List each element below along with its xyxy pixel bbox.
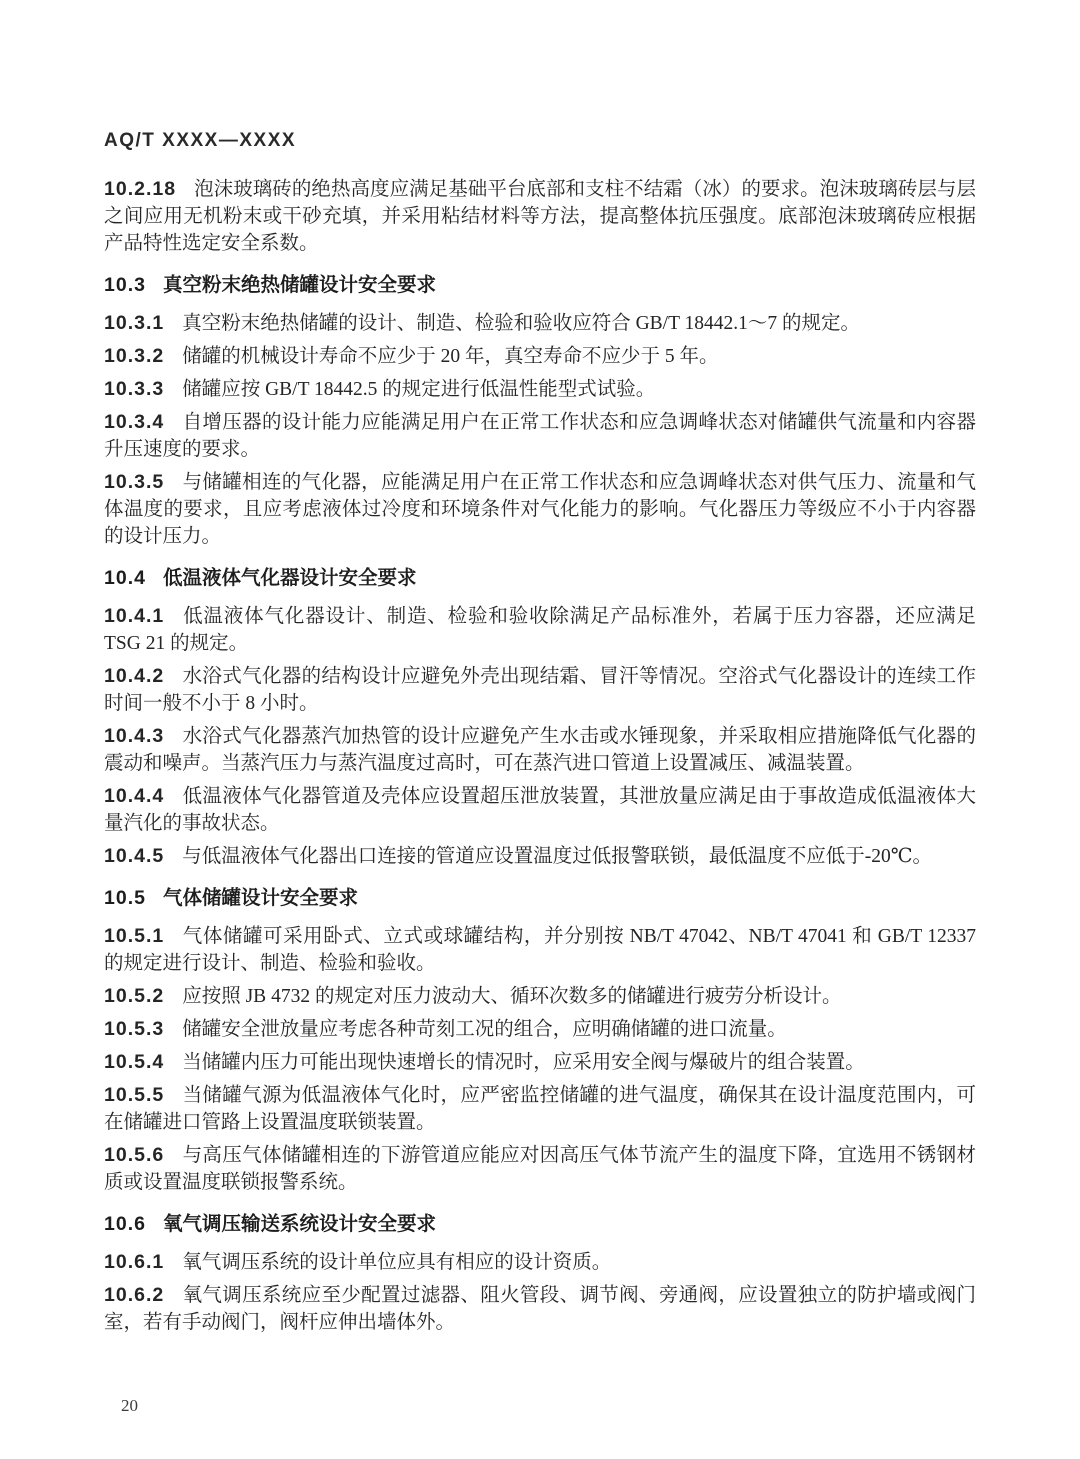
clause-text: 与高压气体储罐相连的下游管道应能应对因高压气体节流产生的温度下降，宜选用不锈钢材质或设置温度联锁报警系统。 xyxy=(104,1145,976,1193)
clause-text: 水浴式气化器蒸汽加热管的设计应避免产生水击或水锤现象，并采取相应措施降低气化器的震动和噪声。当蒸汽压力与蒸汽温度过高时，可在蒸汽进口管道上设置减压、减温装置。 xyxy=(104,726,976,774)
clause-text: 储罐安全泄放量应考虑各种苛刻工况的组合，应明确储罐的进口流量。 xyxy=(182,1019,787,1040)
clause-number: 10.3.5 xyxy=(104,471,165,493)
clause-number: 10.3.2 xyxy=(104,345,165,367)
clause-text: 真空粉末绝热储罐的设计、制造、检验和验收应符合 GB/T 18442.1～7 的规定。 xyxy=(182,313,861,334)
clause-text: 泡沫玻璃砖的绝热高度应满足基础平台底部和支柱不结霜（冰）的要求。泡沫玻璃砖层与层之间应用无机粉末或干砂充填，并采用粘结材料等方法，提高整体抗压强度。底部泡沫玻璃砖应根据产品特性选定安全系数。 xyxy=(104,179,976,254)
section-heading xyxy=(104,565,976,592)
clause-text: 当储罐气源为低温液体气化时，应严密监控储罐的进气温度，确保其在设计温度范围内，可在储罐进口管路上设置温度联锁装置。 xyxy=(104,1085,976,1133)
section-heading xyxy=(104,272,976,299)
clause-number: 10.5.4 xyxy=(104,1051,165,1073)
section-heading xyxy=(104,885,976,912)
clause-paragraph xyxy=(104,1049,976,1076)
clause-paragraph xyxy=(104,843,976,870)
section-title: 低温液体气化器设计安全要求 xyxy=(162,567,417,589)
clause-number: 10.3.4 xyxy=(104,411,165,433)
clause-paragraph xyxy=(104,783,976,837)
clause-paragraph xyxy=(104,469,976,550)
clause-paragraph xyxy=(104,1016,976,1043)
clause-number: 10.4.1 xyxy=(104,605,165,627)
clause-text: 储罐应按 GB/T 18442.5 的规定进行低温性能型式试验。 xyxy=(182,379,656,400)
clause-paragraph xyxy=(104,176,976,257)
clause-paragraph xyxy=(104,923,976,977)
section-title: 真空粉末绝热储罐设计安全要求 xyxy=(162,274,436,296)
clause-text: 低温液体气化器设计、制造、检验和验收除满足产品标准外，若属于压力容器，还应满足 TSG 21 的规定。 xyxy=(104,606,976,654)
page-number: 20 xyxy=(121,1396,138,1415)
clause-text: 储罐的机械设计寿命不应少于 20 年，真空寿命不应少于 5 年。 xyxy=(182,346,719,367)
clause-text: 与储罐相连的气化器，应能满足用户在正常工作状态和应急调峰状态对供气压力、流量和气体温度的要求，且应考虑液体过冷度和环境条件对气化能力的影响。气化器压力等级应不小于内容器的设计压力。 xyxy=(104,472,976,547)
section-title: 气体储罐设计安全要求 xyxy=(162,887,358,909)
clause-paragraph xyxy=(104,1082,976,1136)
clause-number: 10.6 xyxy=(104,1213,146,1235)
clause-number: 10.2.18 xyxy=(104,178,177,200)
clause-number: 10.4.4 xyxy=(104,785,165,807)
clause-number: 10.4 xyxy=(104,567,146,589)
clause-paragraph xyxy=(104,376,976,403)
clause-paragraph xyxy=(104,1282,976,1336)
clause-number: 10.3.3 xyxy=(104,378,165,400)
clause-paragraph xyxy=(104,1249,976,1276)
clause-number: 10.5.1 xyxy=(104,925,165,947)
clause-paragraph xyxy=(104,983,976,1010)
clause-number: 10.5.3 xyxy=(104,1018,165,1040)
clause-number: 10.6.1 xyxy=(104,1251,165,1273)
clause-text: 氧气调压系统应至少配置过滤器、阻火管段、调节阀、旁通阀，应设置独立的防护墙或阀门室，若有手动阀门，阀杆应伸出墙体外。 xyxy=(104,1285,976,1333)
clause-paragraph xyxy=(104,1142,976,1196)
clause-number: 10.4.5 xyxy=(104,845,165,867)
clauses-container xyxy=(104,176,976,1336)
clause-text: 气体储罐可采用卧式、立式或球罐结构，并分别按 NB/T 47042、NB/T 47041 和 GB/T 12337 的规定进行设计、制造、检验和验收。 xyxy=(104,926,976,974)
clause-text: 低温液体气化器管道及壳体应设置超压泄放装置，其泄放量应满足由于事故造成低温液体大量汽化的事故状态。 xyxy=(104,786,976,834)
clause-number: 10.3 xyxy=(104,274,146,296)
clause-paragraph xyxy=(104,663,976,717)
clause-text: 当储罐内压力可能出现快速增长的情况时，应采用安全阀与爆破片的组合装置。 xyxy=(182,1052,865,1073)
clause-number: 10.3.1 xyxy=(104,312,165,334)
clause-text: 水浴式气化器的结构设计应避免外壳出现结霜、冒汗等情况。空浴式气化器设计的连续工作时间一般不小于 8 小时。 xyxy=(104,666,976,714)
clause-paragraph xyxy=(104,409,976,463)
clause-paragraph xyxy=(104,310,976,337)
clause-number: 10.5 xyxy=(104,887,146,909)
clause-number: 10.4.3 xyxy=(104,725,165,747)
clause-paragraph xyxy=(104,603,976,657)
clause-text: 与低温液体气化器出口连接的管道应设置温度过低报警联锁，最低温度不应低于-20℃。 xyxy=(182,846,933,867)
clause-text: 氧气调压系统的设计单位应具有相应的设计资质。 xyxy=(182,1252,612,1273)
clause-text: 应按照 JB 4732 的规定对压力波动大、循环次数多的储罐进行疲劳分析设计。 xyxy=(182,986,842,1007)
standard-code-header: AQ/T XXXX—XXXX xyxy=(104,130,297,151)
section-heading xyxy=(104,1211,976,1238)
clause-paragraph xyxy=(104,723,976,777)
clause-number: 10.6.2 xyxy=(104,1284,165,1306)
section-title: 氧气调压输送系统设计安全要求 xyxy=(162,1213,436,1235)
clause-number: 10.4.2 xyxy=(104,665,165,687)
clause-paragraph xyxy=(104,343,976,370)
clause-number: 10.5.6 xyxy=(104,1144,165,1166)
clause-text: 自增压器的设计能力应能满足用户在正常工作状态和应急调峰状态对储罐供气流量和内容器升压速度的要求。 xyxy=(104,412,976,460)
clause-number: 10.5.2 xyxy=(104,985,165,1007)
clause-number: 10.5.5 xyxy=(104,1084,165,1106)
